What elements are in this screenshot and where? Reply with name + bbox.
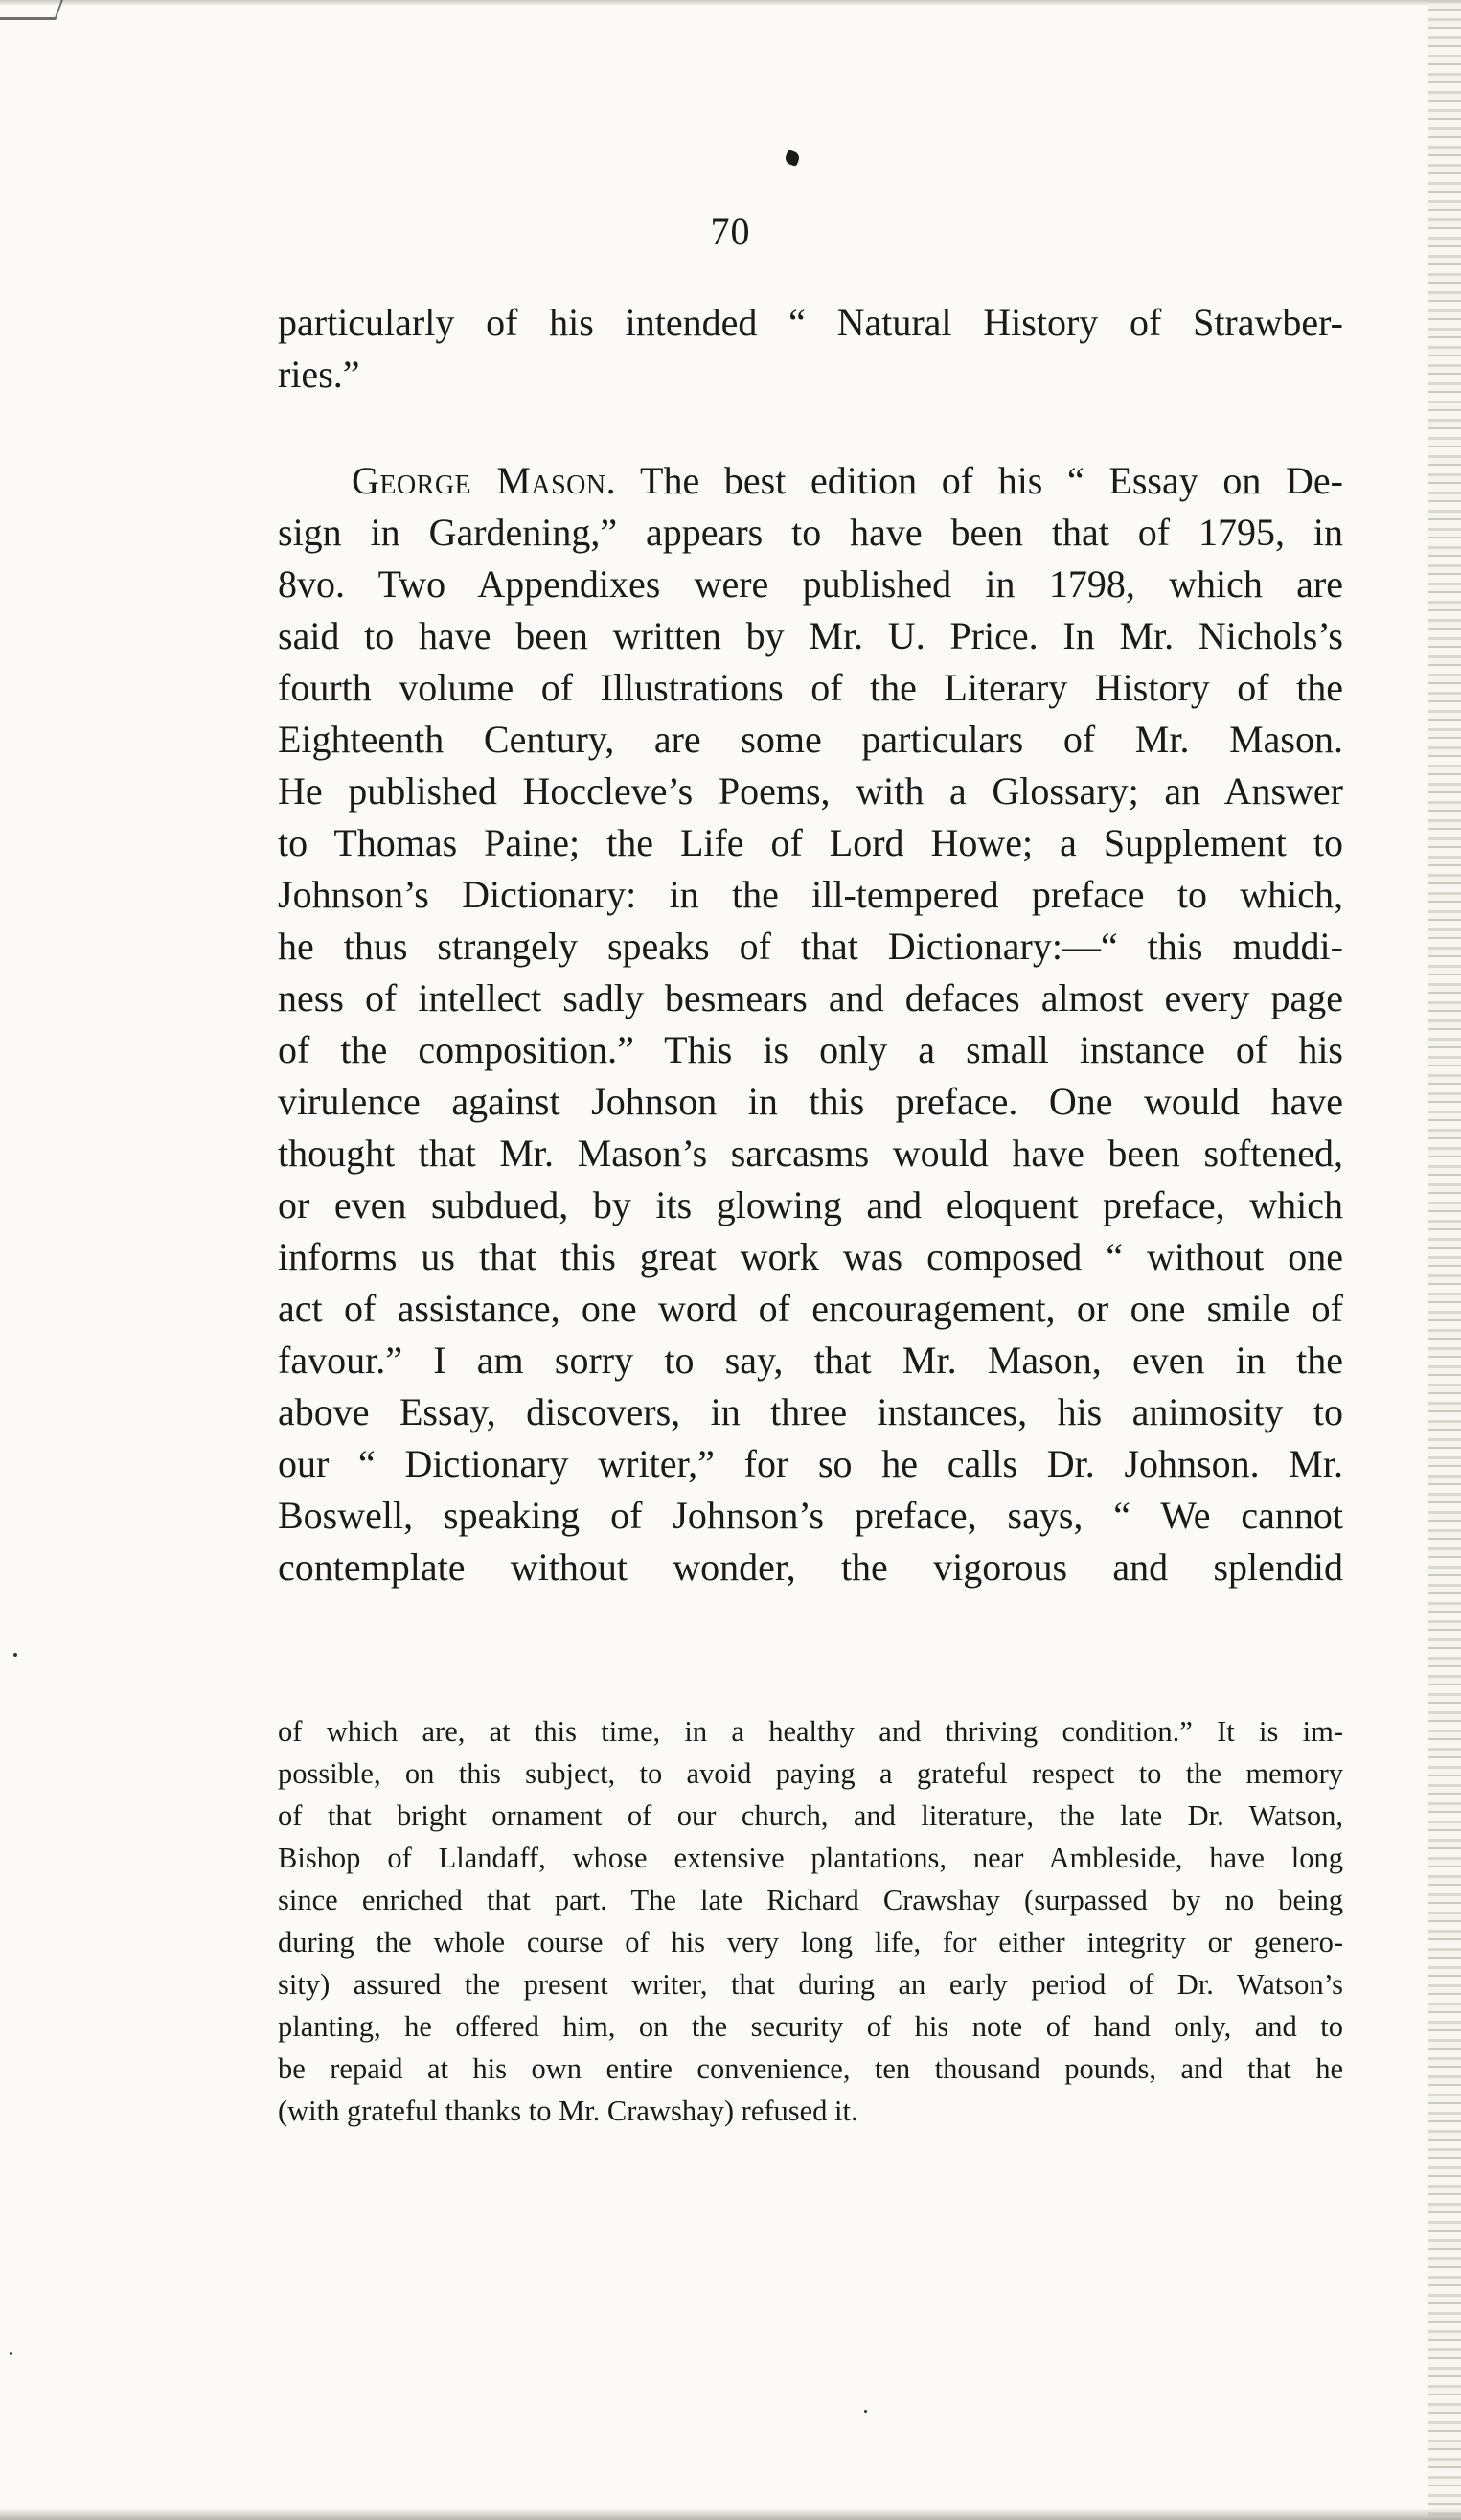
text-line: 8vo. Two Appendixes were published in 1798, which are	[278, 562, 1343, 606]
text-line: ness of intellect sadly besmears and defaces almost every page	[278, 976, 1343, 1019]
ink-speck	[10, 2352, 12, 2355]
text-line: thought that Mr. Mason’s sarcasms would have been softened,	[278, 1132, 1343, 1175]
text-line: he thus strangely speaks of that Dictionary:—“ this muddi-	[278, 925, 1343, 968]
text-fragment: The best edition of his “ Essay on De-	[616, 459, 1344, 502]
footnote-line: since enriched that part. The late Richard Crawshay (surpassed by no being	[278, 1884, 1343, 1916]
main-text	[278, 297, 1343, 1593]
ink-speck	[13, 1653, 17, 1657]
text-line: favour.” I am sorry to say, that Mr. Mason, even in the	[278, 1339, 1343, 1382]
footnote-line: of which are, at this time, in a healthy and thriving condition.” It is im-	[278, 1715, 1343, 1748]
text-line: Johnson’s Dictionary: in the ill-tempered preface to which,	[278, 873, 1343, 916]
corner-ink-mark	[0, 0, 63, 20]
text-line: He published Hoccleve’s Poems, with a Glossary; an Answer	[278, 769, 1343, 813]
text-line: Boswell, speaking of Johnson’s preface, says, “ We cannot	[278, 1494, 1343, 1537]
text-line: Eighteenth Century, are some particulars of Mr. Mason.	[278, 718, 1343, 761]
page-right-edge	[1428, 0, 1461, 2520]
text-line: sign in Gardening,” appears to have been that of 1795, in	[278, 511, 1343, 554]
page-bottom-edge	[0, 2509, 1461, 2520]
text-line: ries.”	[278, 353, 360, 396]
entry-heading: George Mason.	[351, 459, 617, 502]
text-line: or even subdued, by its glowing and eloquent preface, which	[278, 1183, 1343, 1226]
footnote-line: planting, he offered him, on the security of his note of hand only, and to	[278, 2010, 1343, 2043]
text-line: above Essay, discovers, in three instances, his animosity to	[278, 1390, 1343, 1433]
printer-ornament	[784, 149, 801, 167]
ink-speck	[864, 2410, 867, 2413]
footnote-line: (with grateful thanks to Mr. Crawshay) refused it.	[278, 2095, 858, 2127]
footnote	[278, 1710, 1343, 2132]
footnote-line: during the whole course of his very long life, for either integrity or genero-	[278, 1926, 1343, 1959]
text-line: said to have been written by Mr. U. Price. In Mr. Nichols’s	[278, 614, 1343, 657]
page-top-edge	[0, 0, 1461, 6]
page-number: 70	[710, 210, 751, 253]
text-line: of the composition.” This is only a small instance of his	[278, 1028, 1343, 1071]
footnote-line: sity) assured the present writer, that during an early period of Dr. Watson’s	[278, 1968, 1343, 2001]
footnote-line: possible, on this subject, to avoid paying a grateful respect to the memory	[278, 1757, 1343, 1790]
footnote-line: Bishop of Llandaff, whose extensive plantations, near Ambleside, have long	[278, 1842, 1343, 1874]
text-line: to Thomas Paine; the Life of Lord Howe; a Supplement to	[278, 821, 1343, 864]
text-line	[278, 455, 1343, 507]
footnote-line: be repaid at his own entire convenience, ten thousand pounds, and that he	[278, 2052, 1343, 2085]
text-line: virulence against Johnson in this preface. One would have	[278, 1080, 1343, 1123]
text-line: informs us that this great work was composed “ without one	[278, 1235, 1343, 1278]
text-line: particularly of his intended “ Natural History of Strawber-	[278, 301, 1343, 344]
paragraph-gap	[278, 401, 1343, 455]
footnote-line: of that bright ornament of our church, and literature, the late Dr. Watson,	[278, 1799, 1343, 1832]
text-line: fourth volume of Illustrations of the Literary History of the	[278, 666, 1343, 709]
text-line: act of assistance, one word of encouragement, or one smile of	[278, 1287, 1343, 1330]
text-line: our “ Dictionary writer,” for so he calls Dr. Johnson. Mr.	[278, 1442, 1343, 1485]
text-line: contemplate without wonder, the vigorous and splendid	[278, 1546, 1343, 1589]
